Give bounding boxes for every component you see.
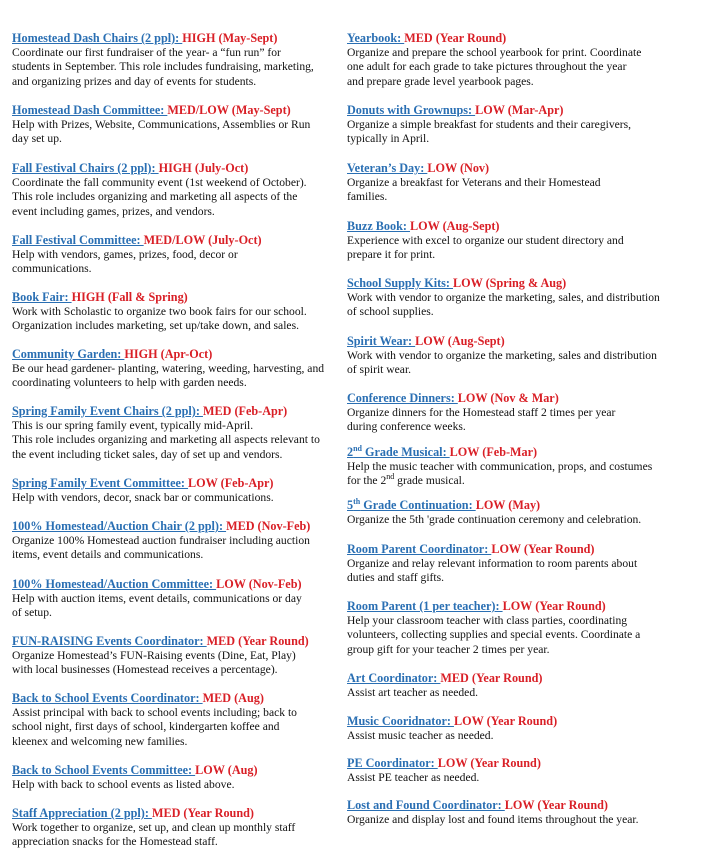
- role-title: Staff Appreciation (2 ppl):: [12, 806, 152, 820]
- role-title: Homestead Dash Committee:: [12, 103, 168, 117]
- role-priority: MED (Feb-Apr): [202, 404, 288, 418]
- role-donuts-with-grownups: [347, 103, 687, 147]
- role-conference-dinners: [347, 391, 687, 435]
- role-pe-coordinator: [347, 756, 687, 785]
- role-description: Work with vendor to organize the marketing, sales, and distribution of school supplies.: [347, 291, 660, 319]
- role-title: Buzz Book:: [347, 219, 410, 233]
- role-priority: HIGH (May-Sept): [182, 31, 278, 45]
- role-title: Spring Family Event Committee:: [12, 476, 189, 490]
- role-title: 5th Grade Continuation:: [347, 496, 476, 512]
- role-back-to-school-coordinator: [12, 691, 352, 749]
- role-description: Work together to organize, set up, and clean up monthly staff appreciation snacks for the Homestead staff.: [12, 821, 296, 849]
- role-description: Help with vendors, games, prizes, food, decor or communications.: [12, 248, 238, 276]
- role-title: Donuts with Grownups:: [347, 103, 476, 117]
- role-fall-festival-chairs: [12, 161, 352, 219]
- role-title: Book Fair:: [12, 290, 72, 304]
- role-priority: LOW (Nov-Feb): [216, 577, 302, 591]
- role-priority: MED (Aug): [202, 691, 264, 705]
- role-description: Assist music teacher as needed.: [347, 729, 494, 742]
- role-room-parent: [347, 599, 687, 657]
- role-description: This is our spring family event, typically mid-April. This role includes organizing and marketing all aspects relevant to the event including ticket sales, day of set up and vendors.: [12, 419, 320, 461]
- role-description: Be our head gardener- planting, watering, weeding, harvesting, and coordinating volunteers to help with garden needs.: [12, 362, 325, 390]
- role-title: Room Parent (1 per teacher):: [347, 599, 503, 613]
- role-room-parent-coordinator: [347, 542, 687, 586]
- role-title: Back to School Events Coordinator:: [12, 691, 203, 705]
- role-description: Help your classroom teacher with class parties, coordinating volunteers, collecting supplies and special events. Coordinate a group gift for your teacher 2 times per year.: [347, 614, 641, 656]
- role-veterans-day: [347, 161, 687, 205]
- role-title: Yearbook:: [347, 31, 405, 45]
- role-title: Room Parent Coordinator:: [347, 542, 492, 556]
- role-homestead-dash-committee: [12, 103, 352, 147]
- role-description: Assist art teacher as needed.: [347, 686, 479, 699]
- role-title: Community Garden:: [12, 347, 125, 361]
- role-lost-and-found-coordinator: [347, 798, 687, 827]
- role-yearbook: [347, 31, 687, 89]
- role-description: Assist principal with back to school events including; back to school night, first days of school, kindergarten koffee and kleenex and welcoming new families.: [12, 706, 297, 748]
- role-priority: HIGH (Fall & Spring): [71, 290, 188, 304]
- role-description: Organize and prepare the school yearbook for print. Coordinate one adult for each grade to take pictures throughout the year and prepare grade level yearbook pages.: [347, 46, 642, 88]
- role-priority: LOW (Aug-Sept): [415, 334, 505, 348]
- role-priority: LOW (Year Round): [491, 542, 595, 556]
- role-description: Experience with excel to organize our student directory and prepare it for print.: [347, 234, 624, 262]
- role-spring-family-event-committee: [12, 476, 352, 505]
- role-priority: LOW (Feb-Mar): [449, 445, 538, 459]
- role-description: Help the music teacher with communication, props, and costumes for the 2nd grade musical.: [347, 460, 653, 488]
- role-school-supply-kits: [347, 276, 687, 320]
- role-title: Homestead Dash Chairs (2 ppl):: [12, 31, 183, 45]
- role-priority: MED (Year Round): [151, 806, 254, 820]
- role-description: Organize dinners for the Homestead staff 2 times per year during conference weeks.: [347, 406, 616, 434]
- role-spring-family-event-chairs: [12, 404, 352, 462]
- role-description: Coordinate our first fundraiser of the year- a “fun run” for students in September. This role includes fundraising, marketing, and organizing prizes and day of events for students.: [12, 46, 314, 88]
- role-title: 100% Homestead/Auction Chair (2 ppl):: [12, 519, 227, 533]
- role-description: Organize the 5th 'grade continuation ceremony and celebration.: [347, 513, 642, 526]
- role-priority: MED (Year Round): [404, 31, 507, 45]
- role-2nd-grade-musical: [347, 445, 687, 489]
- role-priority: MED/LOW (July-Oct): [143, 233, 262, 247]
- role-auction-chair: [12, 519, 352, 563]
- role-staff-appreciation: [12, 806, 352, 850]
- role-priority: LOW (Year Round): [437, 756, 541, 770]
- role-priority: MED (Year Round): [440, 671, 543, 685]
- role-priority: LOW (Spring & Aug): [453, 276, 567, 290]
- role-homestead-dash-chairs: [12, 31, 352, 89]
- role-title: PE Coordinator:: [347, 756, 438, 770]
- role-description: Help with vendors, decor, snack bar or communications.: [12, 491, 274, 504]
- role-description: Organize and relay relevant information to room parents about duties and staff gifts.: [347, 557, 638, 585]
- role-priority: HIGH (Apr-Oct): [124, 347, 213, 361]
- role-priority: LOW (Mar-Apr): [475, 103, 564, 117]
- role-title: 100% Homestead/Auction Committee:: [12, 577, 217, 591]
- role-community-garden: [12, 347, 352, 391]
- role-back-to-school-committee: [12, 763, 352, 792]
- role-priority: HIGH (July-Oct): [158, 161, 249, 175]
- role-description: Organize a breakfast for Veterans and their Homestead families.: [347, 176, 601, 204]
- role-description: Organize Homestead’s FUN-Raising events (Dine, Eat, Play) with local businesses (Homestead receives a percentage).: [12, 649, 296, 677]
- role-description: Help with back to school events as listed above.: [12, 778, 235, 791]
- role-book-fair: [12, 290, 352, 334]
- role-title: Art Coordinator:: [347, 671, 441, 685]
- role-priority: LOW (Aug): [195, 763, 258, 777]
- role-priority: LOW (Nov): [427, 161, 490, 175]
- role-title: Veteran’s Day:: [347, 161, 428, 175]
- role-title: 2nd Grade Musical:: [347, 443, 450, 459]
- role-description: Work with Scholastic to organize two book fairs for our school. Organization includes marketing, set up/take down, and sales.: [12, 305, 307, 333]
- role-spirit-wear: [347, 334, 687, 378]
- role-priority: MED (Year Round): [206, 634, 309, 648]
- role-title: Music Cooridnator:: [347, 714, 454, 728]
- role-description: Coordinate the fall community event (1st weekend of October). This role includes organizing and marketing all aspects of the event including games, prizes, and vendors.: [12, 176, 307, 218]
- role-priority: LOW (Year Round): [502, 599, 606, 613]
- role-buzz-book: [347, 219, 687, 263]
- role-title: FUN-RAISING Events Coordinator:: [12, 634, 207, 648]
- role-title: Conference Dinners:: [347, 391, 458, 405]
- role-priority: LOW (Year Round): [504, 798, 608, 812]
- role-description: Organize 100% Homestead auction fundraiser including auction items, event details and communications.: [12, 534, 310, 562]
- role-description: Organize a simple breakfast for students and their caregivers, typically in April.: [347, 118, 632, 146]
- role-priority: LOW (Year Round): [453, 714, 558, 728]
- role-description: Help with Prizes, Website, Communications, Assemblies or Run day set up.: [12, 118, 311, 146]
- role-title: Back to School Events Committee:: [12, 763, 196, 777]
- role-description: Help with auction items, event details, communications or day of setup.: [12, 592, 302, 620]
- role-title: Spirit Wear:: [347, 334, 416, 348]
- role-priority: LOW (May): [475, 498, 541, 512]
- role-title: Fall Festival Chairs (2 ppl):: [12, 161, 159, 175]
- role-title: Fall Festival Committee:: [12, 233, 144, 247]
- role-priority: MED (Nov-Feb): [226, 519, 311, 533]
- role-priority: LOW (Aug-Sept): [409, 219, 500, 233]
- role-art-coordinator: [347, 671, 687, 700]
- role-auction-committee: [12, 577, 352, 621]
- role-fun-raising-coordinator: [12, 634, 352, 678]
- role-title: School Supply Kits:: [347, 276, 453, 290]
- role-title: Spring Family Event Chairs (2 ppl):: [12, 404, 203, 418]
- role-music-coordinator: [347, 714, 687, 743]
- role-title: Lost and Found Coordinator:: [347, 798, 505, 812]
- role-5th-grade-continuation: [347, 498, 687, 527]
- role-priority: LOW (Feb-Apr): [188, 476, 274, 490]
- role-description: Assist PE teacher as needed.: [347, 771, 480, 784]
- role-priority: MED/LOW (May-Sept): [167, 103, 291, 117]
- role-fall-festival-committee: [12, 233, 352, 277]
- role-description: Organize and display lost and found items throughout the year.: [347, 813, 639, 826]
- role-description: Work with vendor to organize the marketing, sales and distribution of spirit wear.: [347, 349, 657, 377]
- role-priority: LOW (Nov & Mar): [457, 391, 559, 405]
